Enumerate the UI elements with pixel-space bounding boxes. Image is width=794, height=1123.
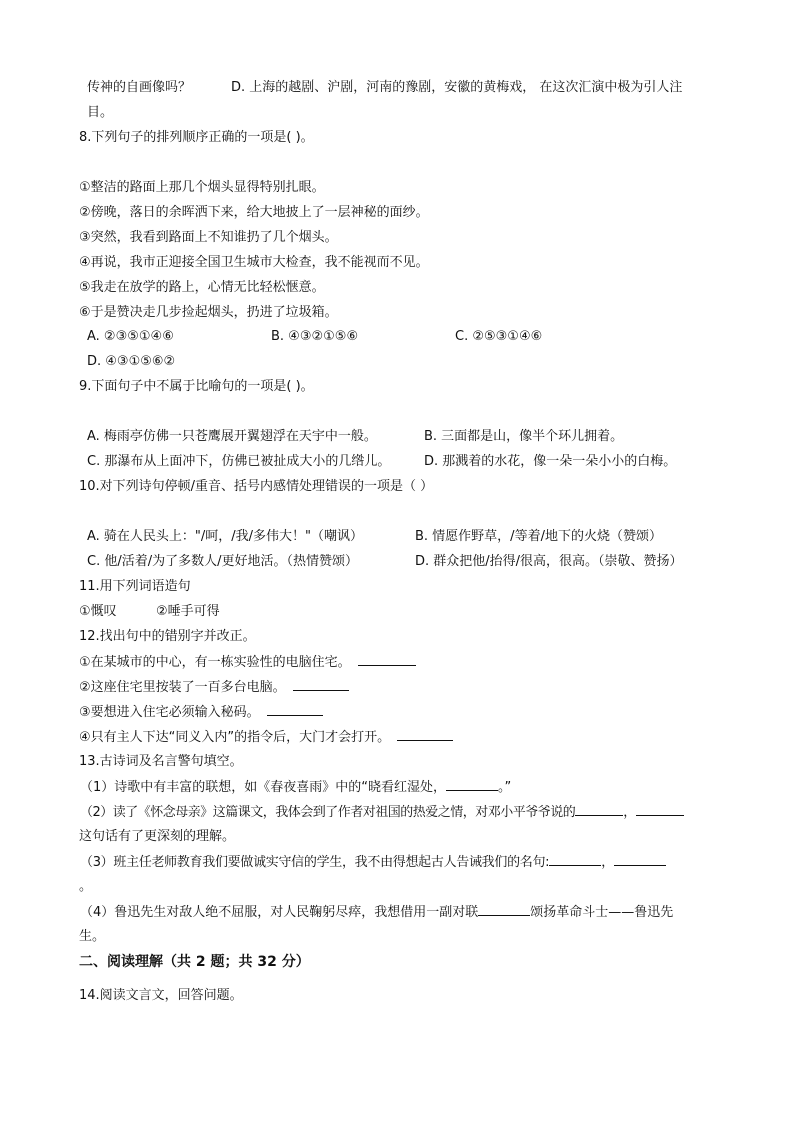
answer-blank[interactable] xyxy=(478,903,530,916)
q12-stem: 12.找出句中的错别字并改正。 xyxy=(79,629,256,644)
q11-word-2: ②唾手可得 xyxy=(156,604,220,619)
q8-item-2: ②傍晚，落日的余晖洒下来，给大地披上了一层神秘的面纱。 xyxy=(79,205,429,220)
q8-option-c: C. ②⑤③①④⑥ xyxy=(455,329,543,344)
q8-item-5: ⑤我走在放学的路上，心情无比轻松惬意。 xyxy=(79,280,325,295)
q12-item-1 xyxy=(79,653,416,672)
answer-blank[interactable] xyxy=(446,778,498,791)
q12-item-2 xyxy=(79,678,349,697)
q7-option-c-tail: 传神的自画像吗？ xyxy=(87,80,192,95)
q7-option-d-cont: 目。 xyxy=(87,105,114,120)
answer-blank[interactable] xyxy=(358,653,416,666)
q12-item-3-text: ③要想进入住宅必须输入秘码。 xyxy=(79,705,260,720)
q8-option-b: B. ④③②①⑤⑥ xyxy=(271,329,359,344)
answer-blank[interactable] xyxy=(293,678,349,691)
q8-item-4: ④再说，我市正迎接全国卫生城市大检查，我不能视而不见。 xyxy=(79,255,429,270)
q11-word-1: ①慨叹 xyxy=(79,604,117,619)
q14-stem: 14.阅读文言文，回答问题。 xyxy=(79,988,243,1003)
q13-s4-text: （4）鲁迅先生对敌人绝不屈服，对人民鞠躬尽瘁，我想借用一副对联 xyxy=(80,905,479,920)
q10-option-a: A. 骑在人民头上："/呵，/我/多伟大！"（嘲讽） xyxy=(87,529,364,544)
q10-option-c: C. 他/活着/为了多数人/更好地活。（热情赞颂） xyxy=(87,554,358,569)
q10-stem: 10.对下列诗句停顿/重音、括号内感情处理错误的一项是（ ） xyxy=(79,479,434,494)
answer-blank[interactable] xyxy=(614,853,666,866)
answer-blank[interactable] xyxy=(549,853,601,866)
q8-option-a: A. ②③⑤①④⑥ xyxy=(87,329,174,344)
q11-stem: 11.用下列词语造句 xyxy=(79,579,191,594)
q13-s3-sep: ， xyxy=(601,855,615,870)
q13-sentence-1 xyxy=(80,778,511,797)
q13-s4-cont: 颂扬革命斗士——鲁迅先 xyxy=(530,905,674,920)
answer-blank[interactable] xyxy=(397,728,453,741)
q10-option-d: D. 群众把他/抬得/很高，很高。（崇敬、赞扬） xyxy=(415,554,683,569)
q13-s2-sep: ， xyxy=(623,805,637,820)
q8-item-1: ①整洁的路面上那几个烟头显得特别扎眼。 xyxy=(79,180,325,195)
q13-stem: 13.古诗词及名言警句填空。 xyxy=(79,754,243,769)
q9-option-c: C. 那瀑布从上面冲下，仿佛已被扯成大小的几绺儿。 xyxy=(87,454,391,469)
q12-item-1-text: ①在某城市的中心，有一栋实验性的电脑住宅。 xyxy=(79,655,351,670)
q13-s3-text: （3）班主任老师教育我们要做诚实守信的学生，我不由得想起古人告诫我们的名句: xyxy=(80,855,550,870)
answer-blank[interactable] xyxy=(575,803,623,816)
q8-item-3: ③突然，我看到路面上不知谁扔了几个烟头。 xyxy=(79,230,338,245)
q13-sentence-4 xyxy=(80,903,673,922)
q13-s4-end: 生。 xyxy=(79,929,106,944)
q13-sentence-3 xyxy=(80,853,666,872)
section-heading: 二、阅读理解（共 2 题；共 32 分） xyxy=(79,954,310,970)
q12-item-4-text: ④只有主人下达“同义入内”的指令后，大门才会打开。 xyxy=(79,730,391,745)
q12-item-2-text: ②这座住宅里按装了一百多台电脑。 xyxy=(79,680,286,695)
q10-option-b: B. 情愿作野草，/等着/地下的火烧（赞颂） xyxy=(415,529,662,544)
q9-option-d: D. 那溅着的水花，像一朵一朵小小的白梅。 xyxy=(424,454,677,469)
q9-option-b: B. 三面都是山，像半个环儿拥着。 xyxy=(424,429,624,444)
answer-blank[interactable] xyxy=(636,803,684,816)
q13-s2-cont: 这句话有了更深刻的理解。 xyxy=(79,829,236,844)
q13-s1-end: 。” xyxy=(498,780,512,795)
answer-blank[interactable] xyxy=(267,703,323,716)
q8-option-d: D. ④③①⑤⑥② xyxy=(87,354,176,369)
q9-option-a: A. 梅雨亭仿佛一只苍鹰展开翼翅浮在天宇中一般。 xyxy=(87,429,377,444)
q8-item-6: ⑥于是赞决走几步捡起烟头，扔进了垃圾箱。 xyxy=(79,305,338,320)
q13-s2-text: （2）读了《怀念母亲》这篇课文，我体会到了作者对祖国的热爱之情，对邓小平爷爷说的 xyxy=(80,805,576,820)
q12-item-3 xyxy=(79,703,323,722)
q8-stem: 8.下列句子的排列顺序正确的一项是( )。 xyxy=(79,130,314,145)
q13-s1-text: （1）诗歌中有丰富的联想，如《春夜喜雨》中的“晓看红湿处， xyxy=(80,780,447,795)
q13-sentence-2 xyxy=(80,803,684,822)
q13-s3-end: 。 xyxy=(79,879,93,894)
q12-item-4 xyxy=(79,728,453,747)
q9-stem: 9.下面句子中不属于比喻句的一项是( )。 xyxy=(79,379,314,394)
q7-option-d: D. 上海的越剧、沪剧，河南的豫剧，安徽的黄梅戏， 在这次汇演中极为引人注 xyxy=(231,80,683,95)
